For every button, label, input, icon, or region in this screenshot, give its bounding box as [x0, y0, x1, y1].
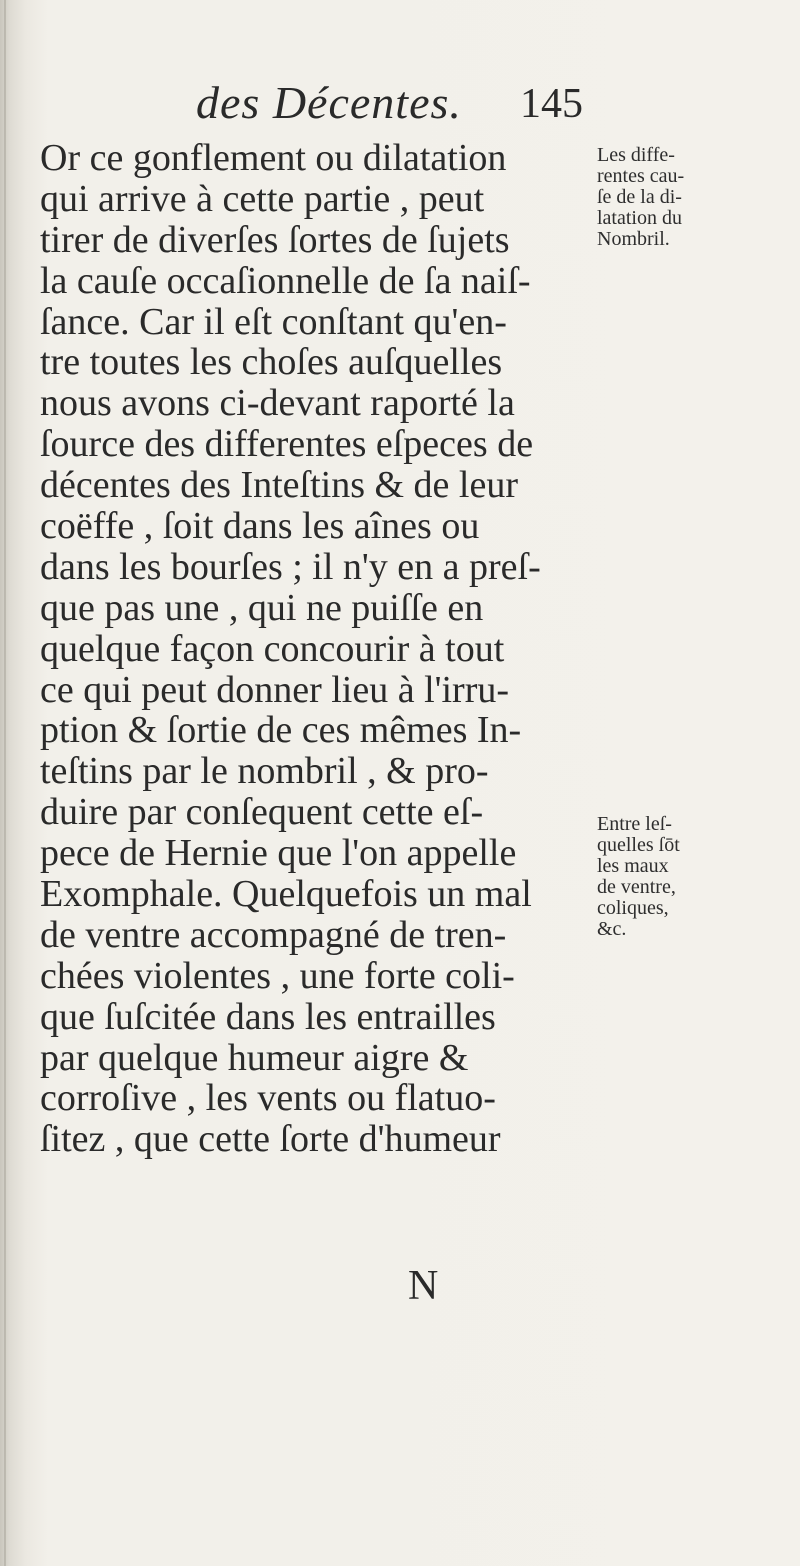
text-line: teſtins par le nombril , & pro-	[40, 750, 489, 793]
text-line: que ſuſcitée dans les entrailles	[40, 995, 496, 1038]
margin-note-line: latation du	[597, 207, 682, 229]
body-text	[40, 138, 580, 1160]
text-line: corroſive , les vents ou flatuo-	[40, 1077, 496, 1120]
text-line: Or ce gonflement ou dilatation	[40, 137, 507, 179]
text-line: coëffe , ſoit dans les aînes ou	[40, 505, 480, 548]
margin-note-line: rentes cau-	[597, 165, 685, 187]
margin-note-line: ſe de la di-	[597, 186, 682, 208]
text-line: que pas une , qui ne puiſſe en	[40, 586, 484, 629]
text-line: ption & ſortie de ces mêmes In-	[40, 709, 522, 752]
text-line: ſitez , que cette ſorte d'humeur	[40, 1118, 501, 1161]
margin-note-line: quelles ſōt	[597, 834, 680, 856]
text-line: ce qui peut donner lieu à l'irru-	[40, 668, 510, 711]
text-line: ſource des differentes eſpeces de	[40, 423, 534, 466]
text-line: chées violentes , une forte coli-	[40, 954, 515, 997]
margin-note-line: Entre leſ-	[597, 813, 672, 835]
page-header	[0, 76, 800, 136]
text-line: la cauſe occaſionnelle de ſa naiſ-	[40, 259, 531, 302]
text-line: Exomphale. Quelquefois un mal	[40, 873, 532, 916]
margin-note-line: de ventre,	[597, 876, 676, 898]
text-line: dans les bourſes ; il n'y en a preſ-	[40, 545, 541, 588]
text-line: qui arrive à cette partie , peut	[40, 177, 485, 220]
text-line: tre toutes les choſes auſquelles	[40, 341, 503, 384]
text-line: de ventre accompagné de tren-	[40, 913, 507, 956]
page-gutter	[4, 0, 6, 1566]
text-line: quelque façon concourir à tout	[40, 627, 505, 670]
running-head: des Décentes.	[196, 77, 462, 128]
margin-note-line: les maux	[597, 855, 669, 877]
text-line: pece de Hernie que l'on appelle	[40, 832, 517, 875]
margin-note-line: coliques,	[597, 897, 669, 919]
text-line: nous avons ci-devant raporté la	[40, 382, 515, 425]
text-line: décentes des Inteſtins & de leur	[40, 464, 519, 507]
margin-note	[597, 145, 797, 250]
catchword: N	[408, 1263, 439, 1309]
page-number: 145	[520, 81, 583, 127]
text-line: ſance. Car il eſt conſtant qu'en-	[40, 300, 507, 343]
text-line: duire par conſequent cette eſ-	[40, 791, 484, 834]
text-line: par quelque humeur aigre &	[40, 1036, 469, 1079]
text-line: tirer de diverſes ſortes de ſujets	[40, 218, 510, 261]
margin-note-line: Nombril.	[597, 228, 670, 250]
margin-note-line: &c.	[597, 918, 627, 940]
margin-note	[597, 814, 797, 940]
margin-note-line: Les diffe-	[597, 144, 675, 166]
